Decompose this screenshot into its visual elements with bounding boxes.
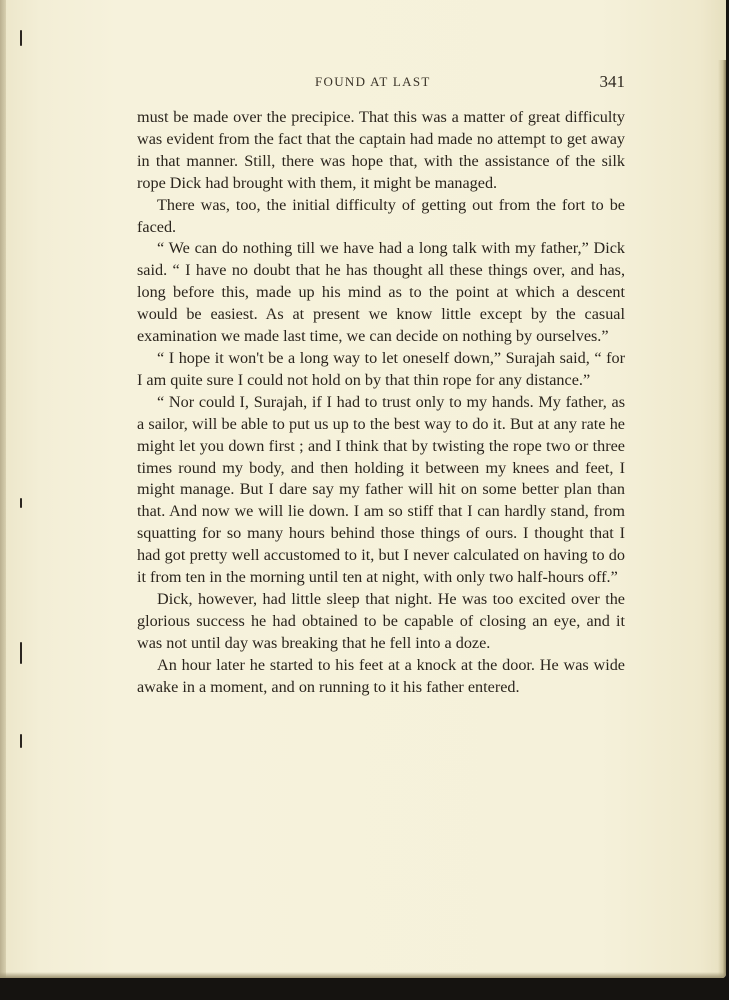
paragraph: An hour later he started to his feet at a knock at the door. He was wide awake in a moment, and on running to it his father entered. <box>137 655 625 696</box>
page-header <box>137 72 625 94</box>
body-text <box>137 107 625 698</box>
page-edge-bottom <box>0 972 726 978</box>
page-gutter <box>0 0 6 978</box>
paragraph: “ We can do nothing till we have had a long talk with my father,” Dick said. “ I have no doubt that he has thought all these things over, and has, long before this, made up his mind as to the point at which a descent would be easiest. As at present we know little except by the casual examination we made last time, we can decide on nothing by ourselves.” <box>137 239 625 346</box>
page-edge-right <box>718 60 726 978</box>
scan-mark <box>20 642 22 664</box>
scan-mark <box>20 498 22 508</box>
paragraph: “ I hope it won't be a long way to let oneself down,” Surajah said, “ for I am quite sure I could not hold on by that thin rope for any distance.” <box>137 348 625 389</box>
paragraph: “ Nor could I, Surajah, if I had to trust only to my hands. My father, as a sailor, will be able to put us up to the best way to do it. But at any rate he might let you down first ; and I think that by twisting the rope two or three times round my body, and then holding it between my knees and feet, I might manage. But I dare say my father will hit on some better plan than that. And now we will lie down. I am so stiff that I can hardly stand, from squatting for so many hours behind those things of ours. I thought that I had got pretty well accustomed to it, but I never calculated on having to do it from ten in the morning until ten at night, with only two half-hours off.” <box>137 392 625 587</box>
scan-mark <box>20 734 22 748</box>
page-number: 341 <box>599 72 625 91</box>
paragraph: must be made over the precipice. That this was a matter of great difficulty was evident from the fact that the captain had made no attempt to get away in that manner. Still, there was hope that, with the assistance of the silk rope Dick had brought with them, it might be managed. <box>137 108 625 192</box>
paragraph: There was, too, the initial difficulty of getting out from the fort to be faced. <box>137 195 625 236</box>
scan-mark <box>20 30 22 46</box>
running-title: FOUND AT LAST <box>315 74 431 89</box>
paragraph: Dick, however, had little sleep that night. He was too excited over the glorious success he had obtained to be capable of closing an eye, and it was not until day was breaking that he fell into a doze. <box>137 589 625 652</box>
